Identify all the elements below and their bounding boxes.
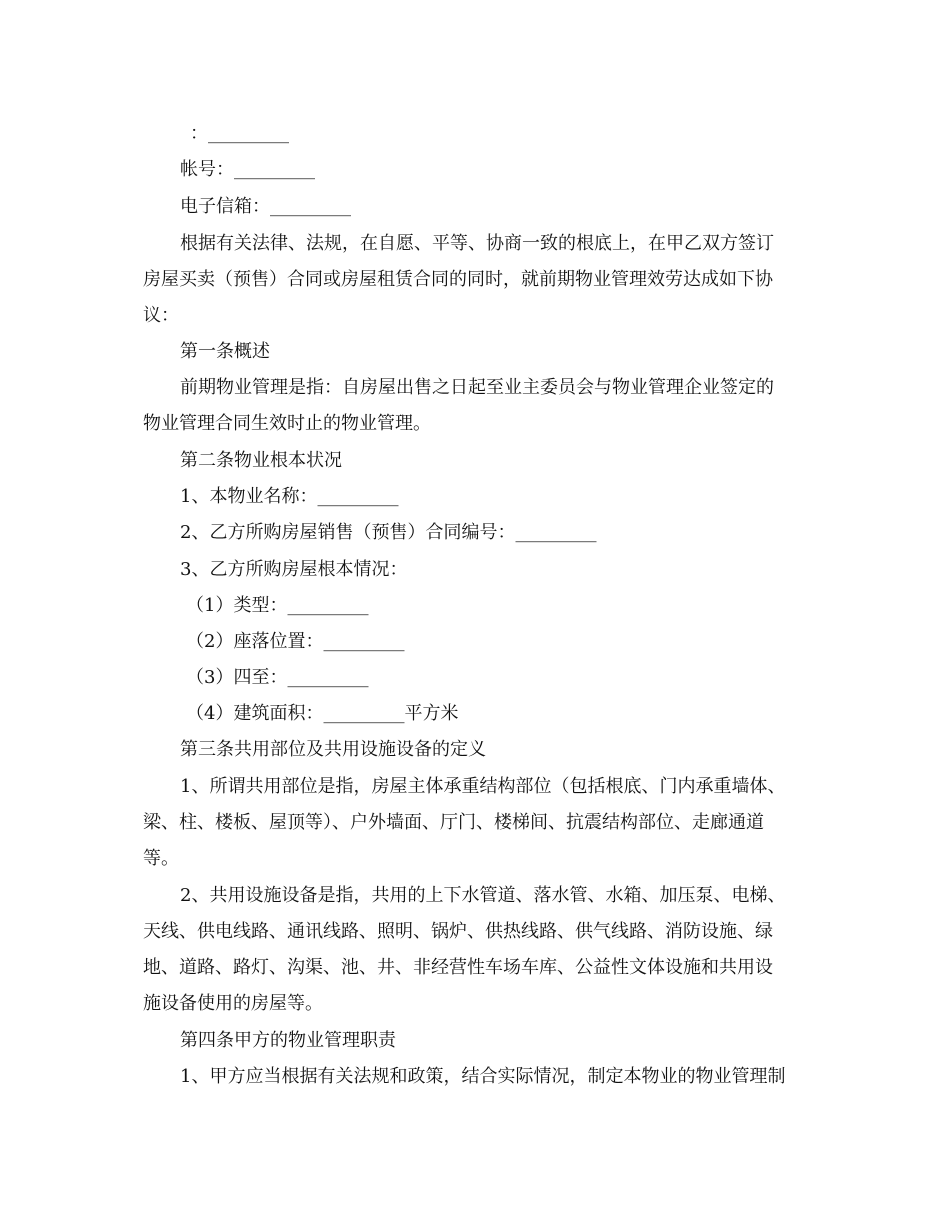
building-area-line: （4）建筑面积：_________平方米 (186, 703, 459, 724)
email-line: 电子信箱：_________ (180, 196, 351, 217)
common-parts-line-3: 等。 (143, 848, 179, 869)
preamble-line-3: 议： (143, 305, 179, 326)
common-parts-line-1: 1、所谓共用部位是指，房屋主体承重结构部位（包括根底、门内承重墙体、 (180, 776, 786, 797)
article-2-heading: 第二条物业根本状况 (180, 450, 342, 471)
house-basics-line: 3、乙方所购房屋根本情况： (180, 559, 408, 580)
article-1-text-line-2: 物业管理合同生效时止的物业管理。 (143, 413, 431, 434)
preamble-line-2 (143, 270, 795, 290)
house-boundaries-line: （3）四至：_________ (186, 667, 369, 688)
blank-field-line: ：_________ (190, 123, 289, 144)
preamble-line-2-text: 房屋买卖（预售）合同或房屋租赁合同的同时，就前期物业管理效劳达成如下协 (143, 269, 773, 290)
common-facilities-line-3 (143, 958, 795, 978)
article-3-heading: 第三条共用部位及共用设施设备的定义 (180, 739, 486, 760)
common-facilities-line-1: 2、共用设施设备是指，共用的上下水管道、落水管、水箱、加压泵、电梯、 (180, 885, 786, 906)
common-facilities-line-2 (143, 922, 795, 942)
common-facilities-line-2-text: 天线、供电线路、通讯线路、照明、锅炉、供热线路、供气线路、消防设施、绿 (143, 921, 773, 942)
article-1-text-line-1: 前期物业管理是指：自房屋出售之日起至业主委员会与物业管理企业签定的 (180, 377, 774, 398)
common-parts-line-2 (143, 813, 795, 833)
article-4-heading: 第四条甲方的物业管理职责 (180, 1030, 396, 1051)
article-1-heading: 第一条概述 (180, 341, 270, 362)
house-type-line: （1）类型：_________ (186, 595, 369, 616)
common-facilities-line-4: 施设备使用的房屋等。 (143, 993, 323, 1014)
preamble-line-1: 根据有关法律、法规，在自愿、平等、协商一致的根底上，在甲乙双方签订 (180, 233, 774, 254)
property-name-line: 1、本物业名称：_________ (180, 486, 399, 507)
common-facilities-line-3-text: 地、道路、路灯、沟渠、池、井、非经营性车场车库、公益性文体设施和共用设 (143, 957, 773, 978)
common-parts-line-2-text: 梁、柱、楼板、屋顶等）、户外墙面、厅门、楼梯间、抗震结构部位、走廊通道 (143, 812, 764, 833)
party-a-duties-line-1: 1、甲方应当根据有关法规和政策，结合实际情况，制定本物业的物业管理制 (180, 1066, 786, 1087)
contract-number-line: 2、乙方所购房屋销售（预售）合同编号：_________ (180, 522, 597, 543)
account-number-line: 帐号：_________ (180, 159, 315, 180)
house-location-line: （2）座落位置：_________ (186, 631, 405, 652)
